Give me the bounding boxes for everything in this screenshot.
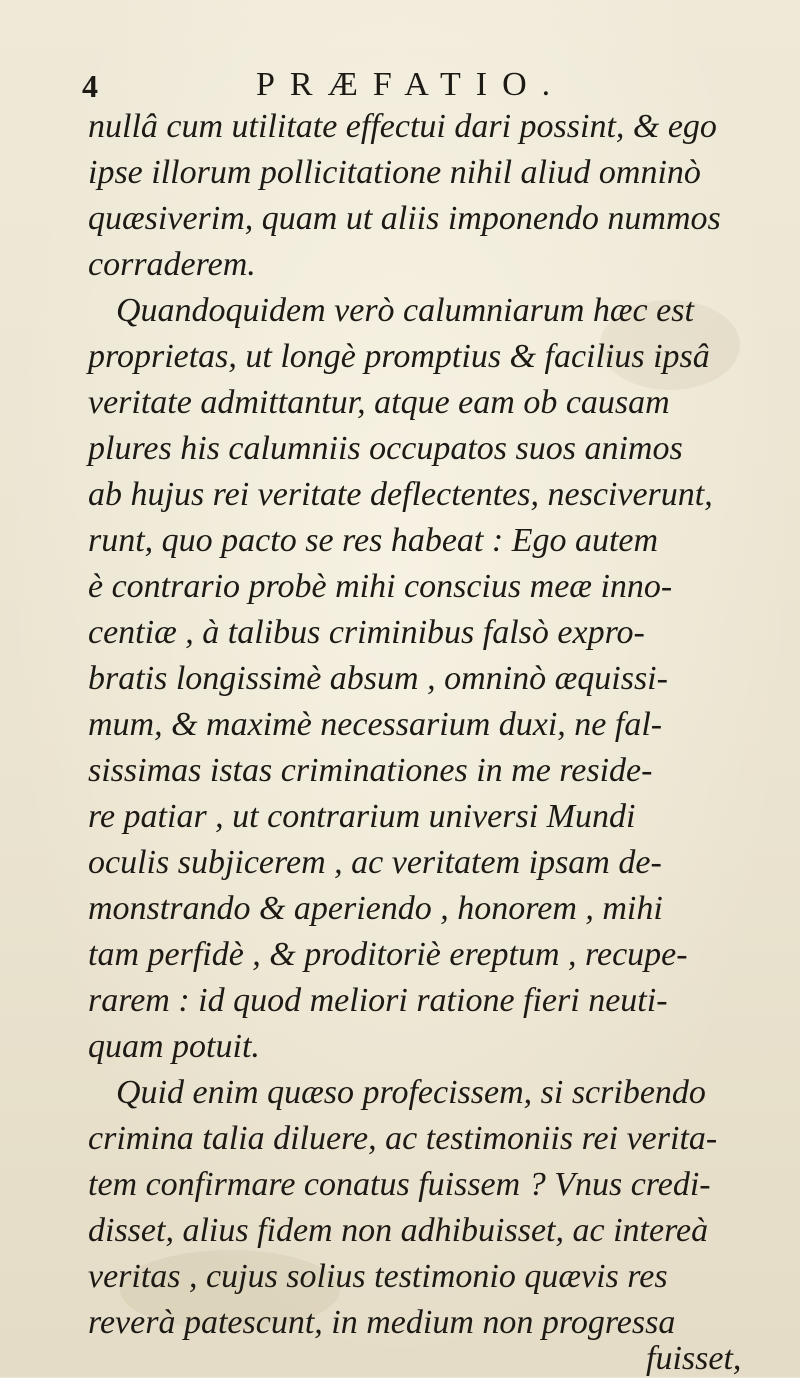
text-line: tem confirmare conatus fuissem ? Vnus credi-: [88, 1166, 711, 1203]
text-line: mum, & maximè necessarium duxi, ne fal-: [88, 706, 663, 743]
text-line: ab hujus rei veritate deflectentes, nesciverunt,: [88, 476, 713, 513]
running-head: PRÆFATIO.: [256, 66, 566, 103]
text-line: bratis longissimè absum , omninò æquissi-: [88, 660, 668, 697]
text-line: runt, quo pacto se res habeat : Ego autem: [88, 522, 659, 559]
text-line: nullâ cum utilitate effectui dari possint, & ego: [88, 108, 717, 145]
text-line: tam perfidè , & proditoriè ereptum , recupe-: [88, 936, 688, 973]
catchword: fuisset,: [646, 1340, 742, 1377]
text-line: reverà patescunt, in medium non progressa: [88, 1304, 676, 1341]
text-line: re patiar , ut contrarium universi Mundi: [88, 798, 636, 835]
text-line: veritate admittantur, atque eam ob causam: [88, 384, 670, 421]
text-line: monstrando & aperiendo , honorem , mihi: [88, 890, 663, 927]
text-line: veritas , cujus solius testimonio quævis res: [88, 1258, 668, 1295]
text-line: quæsiverim, quam ut aliis imponendo nummos: [88, 200, 721, 237]
text-line: ipse illorum pollicitatione nihil aliud omninò: [88, 154, 701, 191]
text-line: corraderem.: [88, 246, 256, 283]
text-line: proprietas, ut longè promptius & facilius ipsâ: [88, 338, 710, 375]
text-line: sissimas istas criminationes in me reside-: [88, 752, 653, 789]
text-line: rarem : id quod meliori ratione fieri neuti-: [88, 982, 668, 1019]
text-line: Quid enim quæso profecissem, si scribendo: [116, 1074, 706, 1111]
text-line: centiæ , à talibus criminibus falsò expro-: [88, 614, 645, 651]
text-line: Quandoquidem verò calumniarum hæc est: [116, 292, 694, 329]
text-line: plures his calumniis occupatos suos animos: [88, 430, 683, 467]
page-number: 4: [82, 68, 98, 104]
text-line: disset, alius fidem non adhibuisset, ac intereà: [88, 1212, 709, 1249]
text-line: è contrario probè mihi conscius meæ inno-: [88, 568, 673, 605]
text-line: quam potuit.: [88, 1028, 260, 1065]
text-line: crimina talia diluere, ac testimoniis rei verita-: [88, 1120, 718, 1157]
text-line: oculis subjicerem , ac veritatem ipsam de-: [88, 844, 662, 881]
